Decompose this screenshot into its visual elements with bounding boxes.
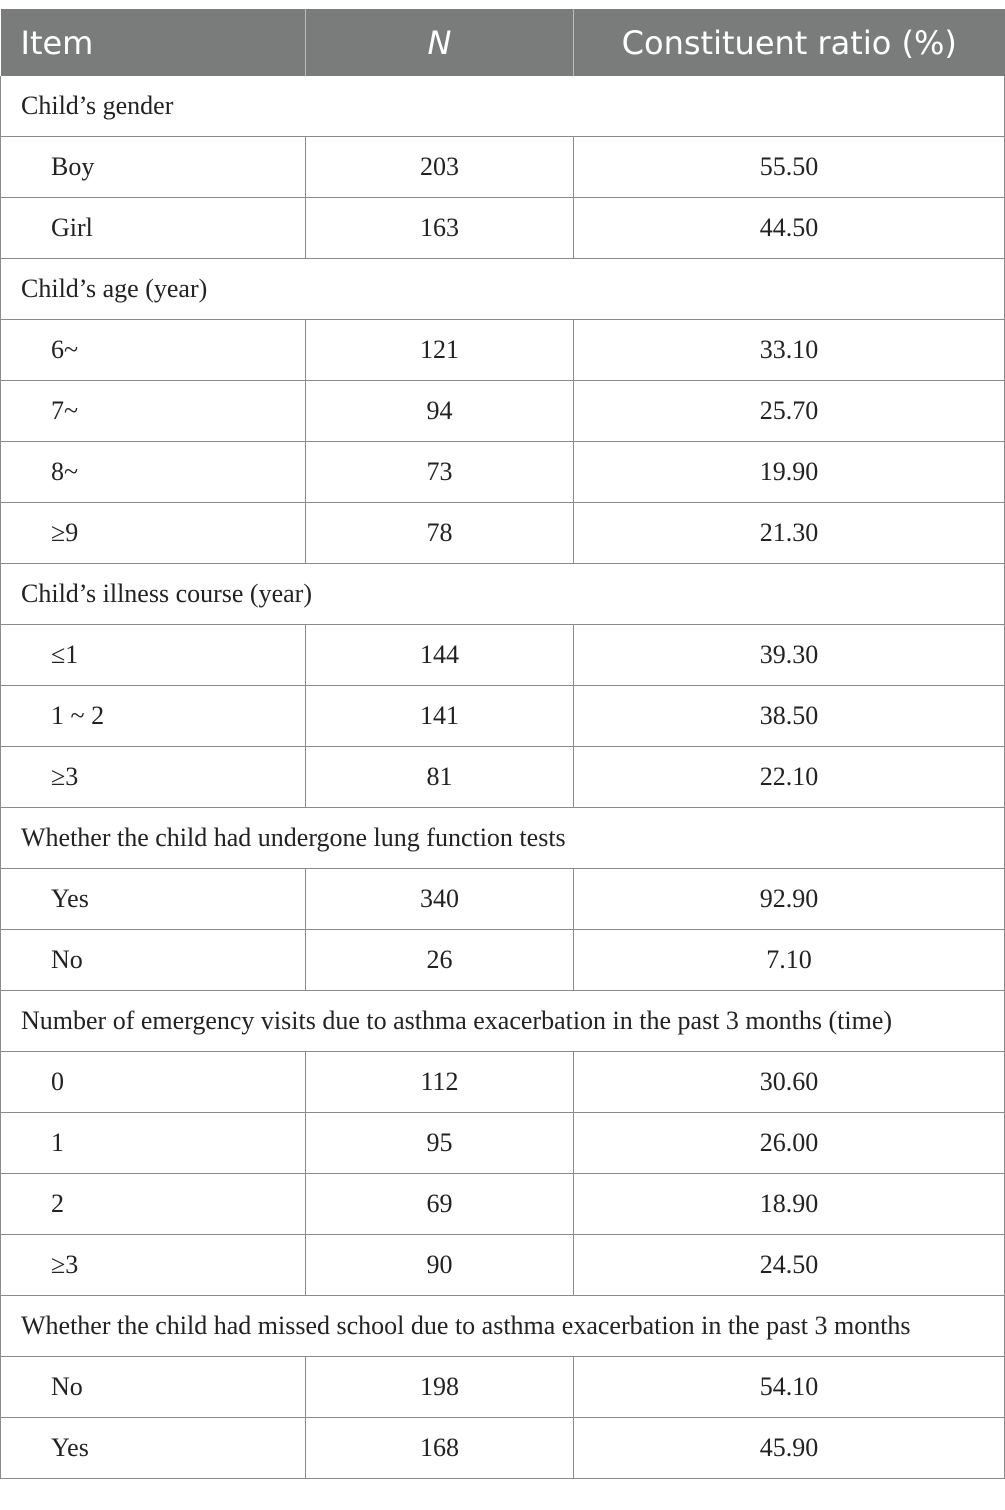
row-n: 78 bbox=[306, 503, 574, 564]
row-label: 2 bbox=[1, 1174, 306, 1235]
row-label: Yes bbox=[1, 1418, 306, 1479]
table-row bbox=[1, 1357, 1005, 1418]
group-title: Whether the child had undergone lung function tests bbox=[1, 808, 1005, 869]
group-title: Child’s gender bbox=[1, 76, 1005, 137]
row-n: 95 bbox=[306, 1113, 574, 1174]
row-ratio: 44.50 bbox=[574, 198, 1005, 259]
row-label: 1 ~ 2 bbox=[1, 686, 306, 747]
row-label: No bbox=[1, 930, 306, 991]
row-n: 203 bbox=[306, 137, 574, 198]
table-row bbox=[1, 747, 1005, 808]
row-n: 340 bbox=[306, 869, 574, 930]
row-ratio: 26.00 bbox=[574, 1113, 1005, 1174]
row-ratio: 54.10 bbox=[574, 1357, 1005, 1418]
row-ratio: 21.30 bbox=[574, 503, 1005, 564]
group-row bbox=[1, 1296, 1005, 1357]
row-ratio: 19.90 bbox=[574, 442, 1005, 503]
table-row bbox=[1, 1174, 1005, 1235]
row-label: Boy bbox=[1, 137, 306, 198]
row-label: 1 bbox=[1, 1113, 306, 1174]
header-item: Item bbox=[1, 9, 306, 76]
table-row bbox=[1, 1113, 1005, 1174]
row-label: ≥9 bbox=[1, 503, 306, 564]
row-label: 0 bbox=[1, 1052, 306, 1113]
row-n: 163 bbox=[306, 198, 574, 259]
table-row bbox=[1, 869, 1005, 930]
group-row bbox=[1, 564, 1005, 625]
table-body bbox=[1, 76, 1005, 1479]
header-n: N bbox=[306, 9, 574, 76]
row-label: 7~ bbox=[1, 381, 306, 442]
group-title: Child’s illness course (year) bbox=[1, 564, 1005, 625]
row-ratio: 30.60 bbox=[574, 1052, 1005, 1113]
row-ratio: 22.10 bbox=[574, 747, 1005, 808]
table-row bbox=[1, 625, 1005, 686]
table-row bbox=[1, 320, 1005, 381]
row-n: 94 bbox=[306, 381, 574, 442]
row-label: ≥3 bbox=[1, 747, 306, 808]
table-row bbox=[1, 686, 1005, 747]
row-n: 168 bbox=[306, 1418, 574, 1479]
row-ratio: 39.30 bbox=[574, 625, 1005, 686]
row-ratio: 25.70 bbox=[574, 381, 1005, 442]
row-n: 81 bbox=[306, 747, 574, 808]
row-n: 69 bbox=[306, 1174, 574, 1235]
row-label: No bbox=[1, 1357, 306, 1418]
row-label: ≥3 bbox=[1, 1235, 306, 1296]
row-ratio: 45.90 bbox=[574, 1418, 1005, 1479]
row-label: 8~ bbox=[1, 442, 306, 503]
header-ratio: Constituent ratio (%) bbox=[574, 9, 1005, 76]
row-n: 90 bbox=[306, 1235, 574, 1296]
row-ratio: 7.10 bbox=[574, 930, 1005, 991]
demographics-table bbox=[0, 9, 1005, 1479]
row-label: ≤1 bbox=[1, 625, 306, 686]
table-row bbox=[1, 1235, 1005, 1296]
row-ratio: 38.50 bbox=[574, 686, 1005, 747]
group-title: Number of emergency visits due to asthma exacerbation in the past 3 months (time) bbox=[1, 991, 1005, 1052]
table-row bbox=[1, 503, 1005, 564]
group-row bbox=[1, 259, 1005, 320]
row-label: Yes bbox=[1, 869, 306, 930]
table-row bbox=[1, 930, 1005, 991]
table-row bbox=[1, 198, 1005, 259]
group-title: Child’s age (year) bbox=[1, 259, 1005, 320]
table-row bbox=[1, 1052, 1005, 1113]
row-n: 121 bbox=[306, 320, 574, 381]
group-row bbox=[1, 808, 1005, 869]
table-row bbox=[1, 442, 1005, 503]
row-n: 144 bbox=[306, 625, 574, 686]
row-n: 26 bbox=[306, 930, 574, 991]
row-ratio: 55.50 bbox=[574, 137, 1005, 198]
row-n: 198 bbox=[306, 1357, 574, 1418]
row-label: Girl bbox=[1, 198, 306, 259]
row-ratio: 33.10 bbox=[574, 320, 1005, 381]
table-row bbox=[1, 381, 1005, 442]
row-n: 73 bbox=[306, 442, 574, 503]
group-title: Whether the child had missed school due to asthma exacerbation in the past 3 months bbox=[1, 1296, 1005, 1357]
row-n: 112 bbox=[306, 1052, 574, 1113]
table-row bbox=[1, 137, 1005, 198]
table-row bbox=[1, 1418, 1005, 1479]
row-ratio: 18.90 bbox=[574, 1174, 1005, 1235]
table-header bbox=[1, 9, 1005, 76]
row-n: 141 bbox=[306, 686, 574, 747]
row-ratio: 92.90 bbox=[574, 869, 1005, 930]
group-row bbox=[1, 76, 1005, 137]
header-row bbox=[1, 9, 1005, 76]
group-row bbox=[1, 991, 1005, 1052]
row-label: 6~ bbox=[1, 320, 306, 381]
row-ratio: 24.50 bbox=[574, 1235, 1005, 1296]
